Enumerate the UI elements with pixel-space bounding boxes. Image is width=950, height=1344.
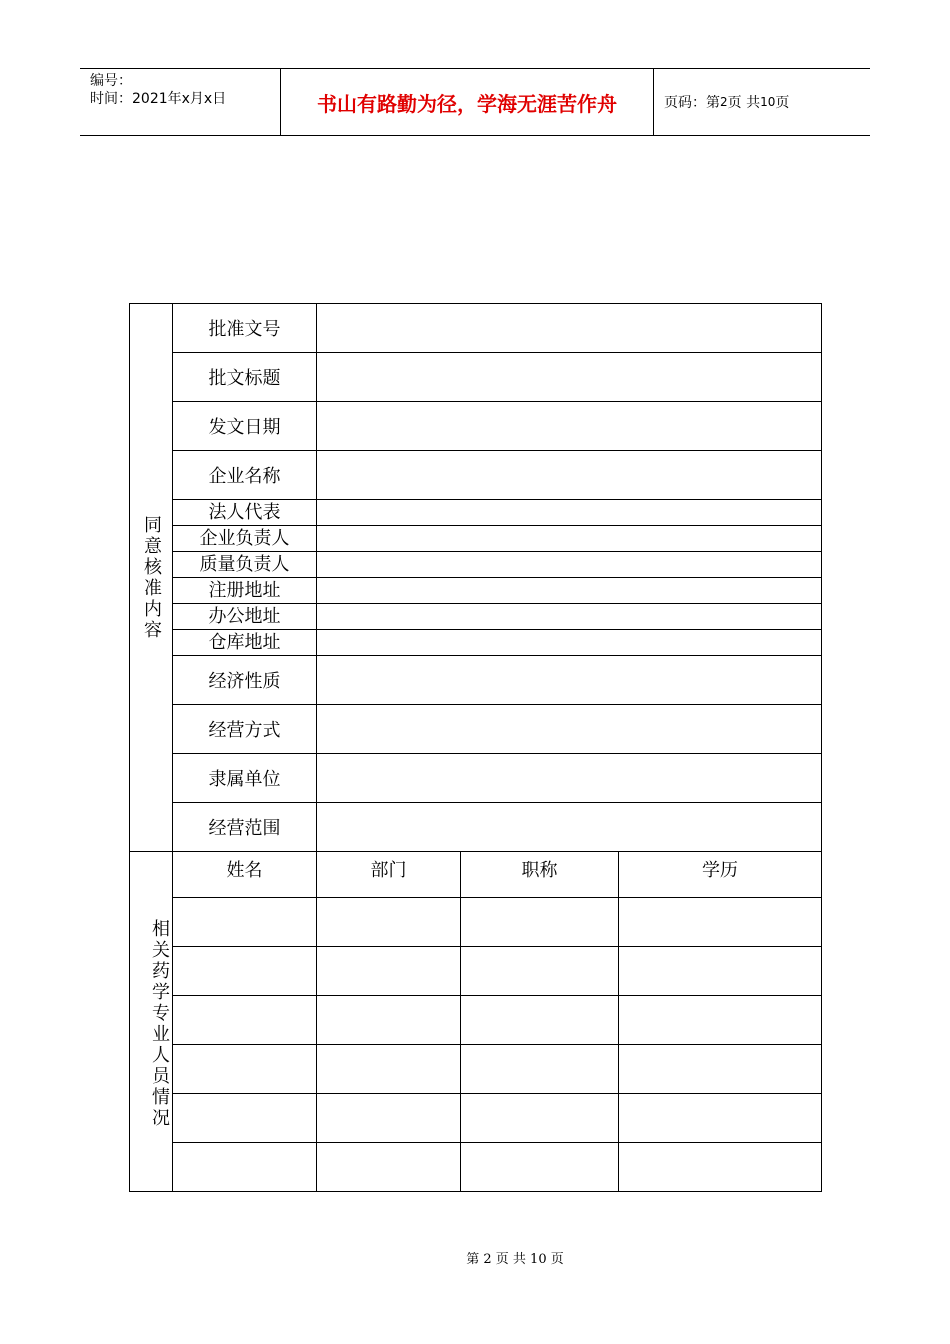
staff-cell[interactable]: [317, 1094, 461, 1143]
section-approval-title: 同意核准内容: [130, 304, 173, 852]
staff-col-title: 职称: [461, 852, 619, 898]
staff-cell[interactable]: [317, 1045, 461, 1094]
staff-cell[interactable]: [619, 1143, 822, 1192]
form-row: [130, 526, 822, 552]
staff-row: [130, 1045, 822, 1094]
field-label: 质量负责人: [173, 552, 317, 578]
form-row: [130, 754, 822, 803]
staff-col-education: 学历: [619, 852, 822, 898]
staff-cell[interactable]: [173, 947, 317, 996]
page-total: 10: [760, 95, 776, 109]
form-row: [130, 705, 822, 754]
serial-label: 编号：: [90, 73, 132, 89]
staff-row: [130, 996, 822, 1045]
form-row: [130, 656, 822, 705]
staff-cell[interactable]: [317, 947, 461, 996]
form-row: [130, 630, 822, 656]
field-value[interactable]: [317, 526, 822, 552]
staff-cell[interactable]: [173, 1094, 317, 1143]
staff-cell[interactable]: [461, 1094, 619, 1143]
header-page-info: [654, 69, 870, 135]
field-value[interactable]: [317, 705, 822, 754]
page-end: 页: [775, 95, 790, 111]
form-row: [130, 803, 822, 852]
staff-cell[interactable]: [173, 898, 317, 947]
form-row: [130, 500, 822, 526]
field-label: 注册地址: [173, 578, 317, 604]
field-label: 法人代表: [173, 500, 317, 526]
header-motto: 书山有路勤为径，学海无涯苦作舟: [281, 69, 654, 135]
form-row: [130, 304, 822, 353]
field-value[interactable]: [317, 353, 822, 402]
field-value[interactable]: [317, 630, 822, 656]
page-mid: 页 共: [727, 95, 761, 111]
form-row: [130, 578, 822, 604]
field-label: 经营范围: [173, 803, 317, 852]
staff-col-name: 姓名: [173, 852, 317, 898]
staff-cell[interactable]: [619, 947, 822, 996]
field-value[interactable]: [317, 304, 822, 353]
form-row: [130, 353, 822, 402]
staff-cell[interactable]: [619, 1045, 822, 1094]
form-row: [130, 402, 822, 451]
staff-cell[interactable]: [173, 1045, 317, 1094]
form-row: [130, 552, 822, 578]
staff-row: [130, 1143, 822, 1192]
page-label: 页码：第: [664, 95, 720, 111]
page-current: 2: [720, 95, 728, 109]
staff-row: [130, 947, 822, 996]
field-value[interactable]: [317, 451, 822, 500]
field-label: 企业负责人: [173, 526, 317, 552]
field-label: 隶属单位: [173, 754, 317, 803]
field-label: 批文标题: [173, 353, 317, 402]
field-label: 批准文号: [173, 304, 317, 353]
field-value[interactable]: [317, 552, 822, 578]
staff-cell[interactable]: [619, 996, 822, 1045]
field-value[interactable]: [317, 578, 822, 604]
field-value[interactable]: [317, 803, 822, 852]
staff-cell[interactable]: [461, 947, 619, 996]
staff-cell[interactable]: [461, 1143, 619, 1192]
field-label: 经济性质: [173, 656, 317, 705]
staff-cell[interactable]: [461, 996, 619, 1045]
field-label: 仓库地址: [173, 630, 317, 656]
field-label: 经营方式: [173, 705, 317, 754]
form-row: [130, 604, 822, 630]
form-row: [130, 451, 822, 500]
staff-cell[interactable]: [317, 898, 461, 947]
field-value[interactable]: [317, 402, 822, 451]
header-meta: [80, 69, 281, 135]
staff-row: [130, 1094, 822, 1143]
field-label: 办公地址: [173, 604, 317, 630]
field-value[interactable]: [317, 656, 822, 705]
time-label: 时间：2021年x月x日: [90, 91, 227, 107]
page-footer: 第 2 页 共 10 页: [466, 1252, 564, 1267]
staff-cell[interactable]: [461, 898, 619, 947]
section-staff-title: 相关药学专业人员情况: [130, 852, 173, 1192]
field-value[interactable]: [317, 604, 822, 630]
staff-header-row: [130, 852, 822, 898]
staff-cell[interactable]: [461, 1045, 619, 1094]
field-value[interactable]: [317, 500, 822, 526]
approval-form-table: [129, 303, 822, 1192]
staff-cell[interactable]: [317, 1143, 461, 1192]
staff-cell[interactable]: [173, 1143, 317, 1192]
staff-cell[interactable]: [619, 1094, 822, 1143]
staff-col-dept: 部门: [317, 852, 461, 898]
staff-row: [130, 898, 822, 947]
field-label: 发文日期: [173, 402, 317, 451]
page-header: [80, 68, 870, 136]
field-label: 企业名称: [173, 451, 317, 500]
field-value[interactable]: [317, 754, 822, 803]
staff-cell[interactable]: [173, 996, 317, 1045]
staff-cell[interactable]: [317, 996, 461, 1045]
staff-cell[interactable]: [619, 898, 822, 947]
